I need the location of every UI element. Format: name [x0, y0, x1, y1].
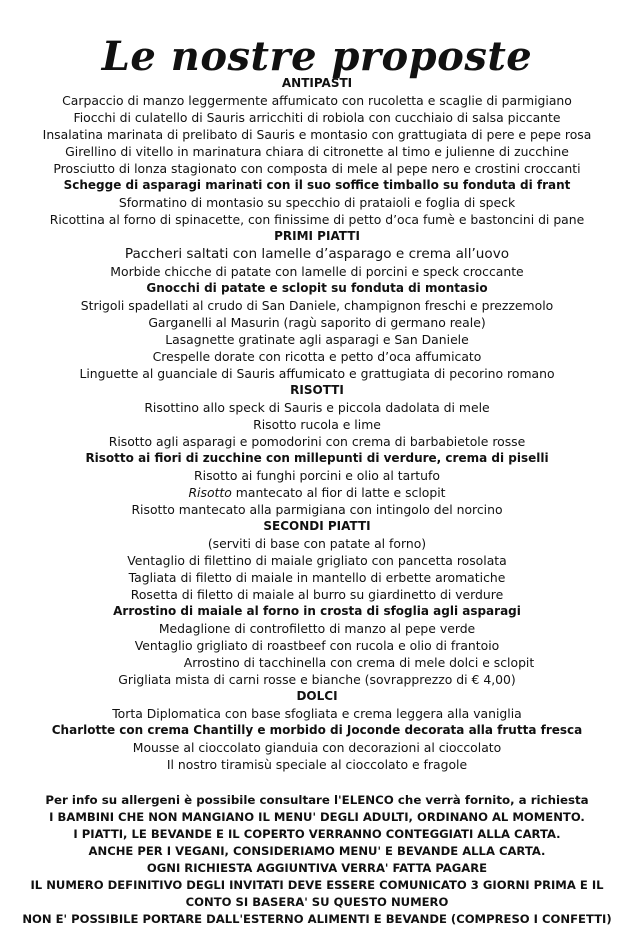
menu-item: Grigliata mista di carni rosse e bianche (sovrapprezzo di € 4,00) — [118, 672, 516, 687]
note-vegans: ANCHE PER I VEGANI, CONSIDERIAMO MENU' E BEVANDE ALLA CARTA. — [88, 844, 546, 858]
menu-item-featured: Risotto ai fiori di zucchine con millepunti di verdure, crema di piselli — [85, 451, 549, 465]
note-allergens: Per info su allergeni è possibile consultare l'ELENCO che verrà fornito, a richiesta — [45, 793, 589, 807]
note-children: I BAMBINI CHE NON MANGIANO IL MENU' DEGLI ADULTI, ORDINANO AL MOMENTO. — [49, 810, 585, 824]
menu-item: Garganelli al Masurin (ragù saporito di germano reale) — [148, 315, 486, 330]
menu-item: Risotto ai funghi porcini e olio al tartufo — [194, 468, 440, 483]
menu-item: Crespelle dorate con ricotta e petto d’oca affumicato — [152, 349, 482, 364]
menu-item: Sformatino di montasio su specchio di prataioli e foglia di speck — [118, 195, 516, 210]
note-guest-count-cont: CONTO SI BASERA' SU QUESTO NUMERO — [185, 895, 449, 909]
menu-item-featured: Arrostino di maiale al forno in crosta di sfoglia agli asparagi — [113, 604, 521, 618]
page-title: Le nostre proposte — [101, 32, 533, 80]
menu-item: Arrostino di tacchinella con crema di mele dolci e sclopit — [183, 655, 535, 670]
note-a-la-carte: I PIATTI, LE BEVANDE E IL COPERTO VERRANNO CONTEGGIATI ALLA CARTA. — [73, 827, 561, 841]
menu-item: Girellino di vitello in marinatura chiara di citronette al timo e julienne di zucchine — [65, 144, 569, 159]
menu-item: Ricottina al forno di spinacette, con finissime di petto d’oca fumè e bastoncini di pane — [49, 212, 585, 227]
menu-item: Prosciutto di lonza stagionato con composta di mele al pepe nero e crostini croccanti — [53, 161, 581, 176]
menu-item: Torta Diplomatica con base sfogliata e crema leggera alla vaniglia — [112, 706, 522, 721]
menu-item: Risottino allo speck di Sauris e piccola dadolata di mele — [144, 400, 490, 415]
menu-item-italic-word: Risotto — [188, 485, 232, 500]
menu-body — [0, 75, 634, 773]
menu-item-featured: Schegge di asparagi marinati con il suo soffice timballo su fonduta di frant — [63, 178, 571, 192]
menu-item: Strigoli spadellati al crudo di San Daniele, champignon freschi e prezzemolo — [80, 298, 554, 313]
menu-item: Risotto mantecato alla parmigiana con intingolo del norcino — [131, 502, 503, 517]
menu-item-featured: Gnocchi di patate e sclopit su fonduta di montasio — [146, 281, 488, 295]
notes-section — [0, 792, 634, 928]
section-heading-dolci: DOLCI — [296, 689, 338, 703]
menu-item: Lasagnette gratinate agli asparagi e San Daniele — [165, 332, 469, 347]
section-heading-secondi: SECONDI PIATTI — [263, 519, 371, 533]
menu-item: Morbide chicche di patate con lamelle di porcini e speck croccante — [110, 264, 524, 279]
menu-item: Linguette al guanciale di Sauris affumicato e grattugiata di pecorino romano — [79, 366, 555, 381]
note-outside-food: NON E' POSSIBILE PORTARE DALL'ESTERNO ALIMENTI E BEVANDE (COMPRESO I CONFETTI) — [22, 912, 612, 926]
menu-item: Ventaglio di filettino di maiale grigliato con pancetta rosolata — [127, 553, 507, 568]
menu-item: Rosetta di filetto di maiale al burro su giardinetto di verdure — [130, 587, 504, 602]
menu-item: Medaglione di controfiletto di manzo al pepe verde — [158, 621, 476, 636]
menu-item-rest: mantecato al fior di latte e sclopit — [231, 485, 446, 500]
menu-item: Insalatina marinata di prelibato di Sauris e montasio con grattugiata di pere e pepe rosa — [42, 127, 592, 142]
section-heading-primi: PRIMI PIATTI — [274, 229, 360, 243]
section-heading-risotti: RISOTTI — [290, 383, 344, 397]
menu-item: Il nostro tiramisù speciale al cioccolato e fragole — [166, 757, 468, 772]
menu-item: Risotto rucola e lime — [253, 417, 381, 432]
section-heading-antipasti: ANTIPASTI — [281, 76, 353, 90]
menu-item: Paccheri saltati con lamelle d’asparago e crema all’uovo — [124, 246, 510, 262]
menu-item-featured: Charlotte con crema Chantilly e morbido di Joconde decorata alla frutta fresca — [51, 723, 583, 737]
menu-item: Carpaccio di manzo leggermente affumicato con rucoletta e scaglie di parmigiano — [62, 93, 572, 108]
menu-item: Tagliata di filetto di maiale in mantello di erbette aromatiche — [128, 570, 506, 585]
menu-item: Risotto agli asparagi e pomodorini con crema di barbabietole rosse — [108, 434, 526, 449]
menu-item: Fiocchi di culatello di Sauris arricchiti di robiola con cucchiaio di salsa piccante — [73, 110, 561, 125]
menu-item — [0, 484, 634, 501]
menu-item: Mousse al cioccolato gianduia con decorazioni al cioccolato — [132, 740, 502, 755]
note-guest-count: IL NUMERO DEFINITIVO DEGLI INVITATI DEVE ESSERE COMUNICATO 3 GIORNI PRIMA E IL — [30, 878, 604, 892]
menu-item: Ventaglio grigliato di roastbeef con rucola e olio di frantoio — [134, 638, 500, 653]
note-extra-requests: OGNI RICHIESTA AGGIUNTIVA VERRA' FATTA PAGARE — [146, 861, 488, 875]
section-subheading: (serviti di base con patate al forno) — [207, 536, 427, 551]
